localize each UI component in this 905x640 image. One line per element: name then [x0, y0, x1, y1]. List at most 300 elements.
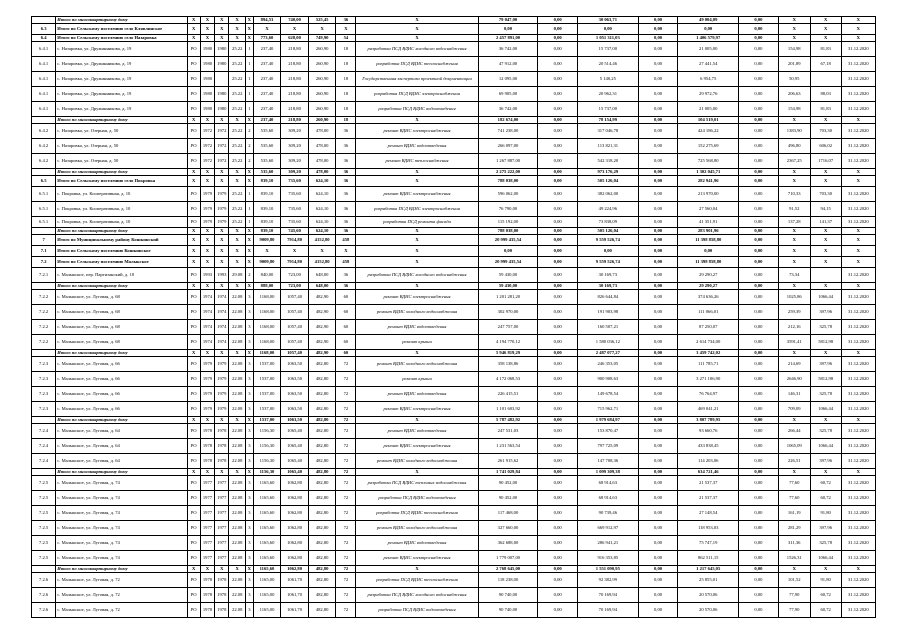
- table-cell: [32, 417, 56, 424]
- table-cell: 1065,40: [281, 424, 309, 439]
- capital-repair-table: [31, 16, 876, 618]
- house-total-row: [32, 228, 876, 235]
- table-cell: 0,00: [538, 217, 578, 228]
- table-cell: 1066,44: [810, 439, 841, 454]
- table-cell: 1979: [215, 217, 229, 228]
- table-cell: РО: [187, 87, 200, 102]
- table-cell: 141,37: [810, 217, 841, 228]
- table-cell: 1978: [215, 588, 229, 603]
- table-cell: 6.3: [32, 24, 56, 35]
- table-cell: X: [187, 566, 200, 573]
- table-cell: 0,00: [739, 154, 779, 169]
- table-cell: РО: [187, 454, 200, 469]
- table-cell: 1979: [200, 372, 214, 387]
- table-cell: 634 721,46: [678, 469, 739, 476]
- table-cell: 482,80: [308, 454, 336, 469]
- table-cell: X: [841, 17, 875, 24]
- table-cell: 482,80: [308, 424, 336, 439]
- table-cell: 25.22: [229, 102, 246, 117]
- table-cell: 218,80: [281, 87, 309, 102]
- table-cell: X: [841, 169, 875, 176]
- house-total-row: [32, 566, 876, 573]
- table-cell: 0,00: [638, 24, 678, 35]
- table-cell: X: [245, 257, 253, 268]
- table-cell: разработка ПСД ВДИС холодного водоснабжения: [356, 42, 478, 57]
- table-cell: X: [336, 24, 356, 35]
- table-cell: 27 560,04: [678, 202, 739, 217]
- table-cell: 31.12.2020: [841, 139, 875, 154]
- table-cell: 0,00: [538, 387, 578, 402]
- table-cell: 31.12.2020: [841, 57, 875, 72]
- table-cell: 1979: [215, 387, 229, 402]
- table-cell: 261 915,62: [478, 454, 538, 469]
- table-cell: 7.2.1: [32, 268, 56, 283]
- table-cell: 309,20: [281, 154, 309, 169]
- table-cell: 25.22: [229, 154, 246, 169]
- table-cell: с. Назаровка, ул. Озерная, д. 50: [56, 154, 187, 169]
- table-cell: 7.2.5: [32, 491, 56, 506]
- table-cell: X: [187, 283, 200, 290]
- table-cell: 482,80: [308, 521, 336, 536]
- table-cell: X: [841, 257, 875, 268]
- table-cell: 735,60: [281, 217, 309, 228]
- table-cell: X: [229, 17, 246, 24]
- table-cell: 0,00: [538, 402, 578, 417]
- table-cell: 0,00: [538, 169, 578, 176]
- table-cell: 3: [245, 335, 253, 350]
- table-cell: 60,72: [810, 491, 841, 506]
- table-cell: 1993: [215, 268, 229, 283]
- table-cell: 0,00: [538, 268, 578, 283]
- table-cell: 1066,44: [810, 402, 841, 417]
- table-cell: 0,00: [739, 139, 779, 154]
- table-cell: 840,00: [253, 268, 281, 283]
- table-cell: 648,00: [308, 283, 336, 290]
- table-cell: X: [810, 35, 841, 42]
- table-cell: X: [215, 228, 229, 235]
- table-cell: 1980: [200, 102, 214, 117]
- table-cell: 302 970,00: [478, 305, 538, 320]
- table-cell: 22.08: [229, 603, 246, 618]
- table-cell: 0,00: [638, 454, 678, 469]
- table-cell: 1 979 684,97: [578, 417, 639, 424]
- table-cell: 77,60: [778, 476, 810, 491]
- table-cell: 114 203,06: [678, 454, 739, 469]
- table-cell: X: [187, 24, 200, 35]
- table-cell: 154,98: [778, 42, 810, 57]
- table-cell: X: [229, 169, 246, 176]
- table-cell: X: [187, 350, 200, 357]
- table-cell: X: [356, 169, 478, 176]
- table-cell: 725 568,80: [678, 154, 739, 169]
- table-cell: ремонт ВДИС холодного водоснабжения: [356, 454, 478, 469]
- table-cell: 0,00: [538, 506, 578, 521]
- table-cell: 72: [336, 417, 356, 424]
- table-cell: 482,80: [308, 439, 336, 454]
- table-cell: 888,00: [253, 283, 281, 290]
- table-cell: 1977: [200, 476, 214, 491]
- table-cell: 1065,40: [281, 469, 309, 476]
- table-cell: 7.2.2: [32, 305, 56, 320]
- table-cell: 3: [245, 603, 253, 618]
- table-cell: 3591,41: [778, 335, 810, 350]
- table-cell: 259,39: [778, 305, 810, 320]
- table-cell: 424 186,22: [678, 124, 739, 139]
- table-cell: 90 740,00: [478, 588, 538, 603]
- table-cell: 0,00: [739, 573, 779, 588]
- table-cell: 0,00: [538, 124, 578, 139]
- table-cell: 9009,80: [253, 257, 281, 268]
- table-cell: 1537,00: [253, 402, 281, 417]
- table-cell: 90 739,46: [578, 506, 639, 521]
- table-cell: РО: [187, 506, 200, 521]
- table-cell: Итого по многоквартирному дому: [56, 566, 187, 573]
- table-cell: 478,00: [308, 154, 336, 169]
- table-cell: 0,00: [678, 24, 739, 35]
- table-cell: 27 441,54: [678, 57, 739, 72]
- table-cell: 25.22: [229, 124, 246, 139]
- table-cell: РО: [187, 335, 200, 350]
- table-cell: X: [810, 566, 841, 573]
- table-cell: 735,60: [281, 187, 309, 202]
- table-cell: X: [253, 24, 281, 35]
- table-cell: 0,00: [638, 17, 678, 24]
- table-row: [32, 72, 876, 87]
- table-row: [32, 506, 876, 521]
- table-cell: X: [778, 24, 810, 35]
- table-cell: 22.08: [229, 476, 246, 491]
- table-cell: 36: [336, 169, 356, 176]
- table-cell: 482,80: [308, 588, 336, 603]
- table-cell: 266,44: [778, 424, 810, 439]
- table-cell: 0,00: [739, 588, 779, 603]
- table-cell: 1168,00: [253, 335, 281, 350]
- table-cell: 0,00: [638, 387, 678, 402]
- table-cell: X: [778, 176, 810, 187]
- table-cell: 7.2.4: [32, 439, 56, 454]
- table-cell: 1974: [215, 335, 229, 350]
- table-cell: 3 271 106,90: [678, 372, 739, 387]
- table-cell: 6.4.1: [32, 102, 56, 117]
- table-cell: с. Назаровка, ул. Дружинникова, д. 19: [56, 87, 187, 102]
- table-cell: X: [810, 17, 841, 24]
- table-cell: разработка ПСД ВДИС водоотведения: [356, 491, 478, 506]
- table-cell: с. Малыкское, ул. Луговая, д. 66: [56, 387, 187, 402]
- table-cell: X: [200, 283, 214, 290]
- table-cell: X: [215, 235, 229, 246]
- table-cell: 218,80: [281, 42, 309, 57]
- table-cell: X: [215, 283, 229, 290]
- table-cell: 1 217 645,05: [678, 566, 739, 573]
- table-cell: Итого по Сельскому поселению село Клявлинское: [56, 24, 187, 35]
- table-cell: 22.08: [229, 372, 246, 387]
- table-cell: с. Назаровка, ул. Озерная, д. 50: [56, 139, 187, 154]
- table-cell: с. Назаровка, ул. Озерная, д. 50: [56, 124, 187, 139]
- table-cell: 1972: [215, 139, 229, 154]
- table-cell: 25.22: [229, 217, 246, 228]
- table-cell: ремонт ВДИС электроснабжения: [356, 290, 478, 305]
- table-cell: 0,00: [478, 24, 538, 35]
- table-cell: 72: [336, 506, 356, 521]
- table-cell: 7914,80: [281, 257, 309, 268]
- table-cell: 0,00: [538, 202, 578, 217]
- table-cell: 482,80: [308, 357, 336, 372]
- table-cell: 1165,60: [253, 506, 281, 521]
- table-cell: 2 768 645,00: [478, 566, 538, 573]
- table-cell: 0,00: [538, 257, 578, 268]
- table-cell: X: [245, 35, 253, 42]
- table-cell: 0,00: [739, 305, 779, 320]
- table-cell: 6.4.1: [32, 72, 56, 87]
- table-cell: 1978: [200, 588, 214, 603]
- table-cell: X: [810, 24, 841, 35]
- table-cell: 505 126,04: [578, 176, 639, 187]
- table-cell: Итого по многоквартирному дому: [56, 283, 187, 290]
- table-cell: 1977: [200, 521, 214, 536]
- table-cell: 4152,80: [308, 257, 336, 268]
- table-cell: 0,00: [739, 235, 779, 246]
- table-cell: ремонт ВДИС электроснабжения: [356, 551, 478, 566]
- table-cell: 0,00: [638, 268, 678, 283]
- table-cell: 1065,40: [281, 439, 309, 454]
- table-cell: 11 398 858,80: [678, 235, 739, 246]
- table-cell: 839,10: [253, 217, 281, 228]
- table-cell: 0,00: [538, 603, 578, 618]
- table-cell: 22.08: [229, 536, 246, 551]
- table-cell: 146,31: [778, 387, 810, 402]
- table-cell: 1: [245, 57, 253, 72]
- table-cell: 72: [336, 402, 356, 417]
- table-cell: РО: [187, 588, 200, 603]
- table-cell: с. Малыкское, ул. Луговая, д. 72: [56, 603, 187, 618]
- table-cell: 703,30: [810, 187, 841, 202]
- table-cell: 1978: [215, 603, 229, 618]
- table-cell: 535,60: [253, 169, 281, 176]
- table-cell: Итого по Сельскому поселению Кошкинское: [56, 246, 187, 257]
- table-cell: 31.12.2020: [841, 476, 875, 491]
- table-cell: 6.4.2: [32, 154, 56, 169]
- table-cell: с. Малыкское, ул. Луговая, д. 74: [56, 476, 187, 491]
- table-cell: 0,00: [739, 417, 779, 424]
- table-row: [32, 87, 876, 102]
- table-cell: с. Назаровка, ул. Дружинникова, д. 19: [56, 57, 187, 72]
- table-cell: разработка ПСД ВДИС теплоснабжения: [356, 573, 478, 588]
- settlement-total-row: [32, 24, 876, 35]
- table-cell: X: [778, 350, 810, 357]
- table-cell: X: [200, 24, 214, 35]
- table-cell: 0,00: [739, 283, 779, 290]
- table-cell: 22.08: [229, 290, 246, 305]
- table-cell: 73,34: [778, 268, 810, 283]
- table-cell: 68 914,63: [578, 491, 639, 506]
- table-cell: X: [356, 283, 478, 290]
- table-cell: 900 908,63: [578, 372, 639, 387]
- table-cell: 30 063,71: [578, 17, 639, 24]
- table-cell: X: [215, 35, 229, 42]
- table-cell: 325,78: [810, 320, 841, 335]
- table-cell: 118 238,00: [478, 573, 538, 588]
- table-cell: разработка ПСД ВДИС холодного водоснабжения: [356, 588, 478, 603]
- table-cell: 3: [245, 320, 253, 335]
- table-cell: 0,00: [638, 424, 678, 439]
- table-cell: X: [810, 350, 841, 357]
- table-cell: с. Малыкское, ул. Луговая, д. 64: [56, 424, 187, 439]
- table-cell: 362 688,00: [478, 536, 538, 551]
- table-cell: 18: [336, 42, 356, 57]
- table-cell: 0,00: [538, 87, 578, 102]
- table-cell: 59 430,00: [478, 283, 538, 290]
- table-cell: 0,00: [638, 588, 678, 603]
- table-cell: ремонт ВДИС водоотведения: [356, 320, 478, 335]
- table-cell: X: [810, 176, 841, 187]
- table-cell: 1168,00: [253, 290, 281, 305]
- table-cell: 535,60: [253, 139, 281, 154]
- table-cell: X: [200, 257, 214, 268]
- table-cell: 113 821,31: [578, 139, 639, 154]
- table-cell: X: [187, 469, 200, 476]
- table-cell: 25.22: [229, 187, 246, 202]
- table-cell: 1 051 311,03: [578, 35, 639, 42]
- table-cell: 7.2.5: [32, 476, 56, 491]
- table-cell: 31.12.2020: [841, 424, 875, 439]
- table-cell: X: [200, 176, 214, 187]
- table-cell: 1063,50: [281, 402, 309, 417]
- table-cell: 6.4.1: [32, 57, 56, 72]
- table-cell: 1062,80: [281, 476, 309, 491]
- table-cell: РО: [187, 476, 200, 491]
- table-cell: 3: [245, 476, 253, 491]
- table-cell: 894,53: [253, 17, 281, 24]
- table-cell: 0,00: [538, 72, 578, 87]
- table-cell: 18: [336, 57, 356, 72]
- table-cell: 31.12.2020: [841, 268, 875, 283]
- table-cell: X: [200, 246, 214, 257]
- table-cell: 25.22: [229, 57, 246, 72]
- table-cell: X: [229, 24, 246, 35]
- table-cell: 0,00: [538, 235, 578, 246]
- table-cell: 59 430,00: [478, 268, 538, 283]
- table-cell: X: [229, 117, 246, 124]
- table-cell: X: [778, 257, 810, 268]
- table-cell: 1156,30: [253, 469, 281, 476]
- table-cell: 49 224,96: [578, 202, 639, 217]
- table-cell: 72: [336, 566, 356, 573]
- table-cell: 1156,30: [253, 439, 281, 454]
- table-cell: 624,10: [308, 217, 336, 228]
- table-cell: X: [245, 469, 253, 476]
- table-row: [32, 139, 876, 154]
- table-cell: X: [245, 17, 253, 24]
- table-cell: 0,00: [638, 603, 678, 618]
- house-total-row: [32, 283, 876, 290]
- table-cell: 458: [336, 235, 356, 246]
- table-cell: 72: [336, 588, 356, 603]
- table-cell: 60: [336, 305, 356, 320]
- table-cell: X: [841, 117, 875, 124]
- table-cell: 0,00: [638, 124, 678, 139]
- table-cell: 31.12.2020: [841, 387, 875, 402]
- table-cell: 624,10: [308, 176, 336, 187]
- table-cell: 20 962,31: [578, 87, 639, 102]
- table-cell: 1057,40: [281, 320, 309, 335]
- table-cell: 6.4.2: [32, 124, 56, 139]
- table-cell: X: [778, 469, 810, 476]
- table-cell: 3: [245, 305, 253, 320]
- table-cell: 90 740,00: [478, 603, 538, 618]
- table-cell: 0,00: [538, 290, 578, 305]
- table-row: [32, 536, 876, 551]
- table-cell: 0,00: [638, 290, 678, 305]
- table-cell: X: [229, 235, 246, 246]
- table-cell: 1978: [215, 454, 229, 469]
- table-cell: 25.22: [229, 87, 246, 102]
- table-cell: 93 660,76: [678, 424, 739, 439]
- table-cell: 22.08: [229, 387, 246, 402]
- table-cell: 325,78: [810, 536, 841, 551]
- table-cell: 91,80: [810, 506, 841, 521]
- table-cell: 6.4.2: [32, 139, 56, 154]
- table-cell: X: [356, 350, 478, 357]
- settlement-total-row: [32, 176, 876, 187]
- table-cell: 20 570,06: [678, 588, 739, 603]
- table-cell: X: [810, 117, 841, 124]
- table-cell: 1979: [215, 202, 229, 217]
- table-cell: 669 912,97: [578, 521, 639, 536]
- table-cell: РО: [187, 102, 200, 117]
- table-cell: 3: [245, 506, 253, 521]
- table-cell: РО: [187, 57, 200, 72]
- table-cell: Итого по многоквартирному дому: [56, 417, 187, 424]
- table-cell: 482,80: [308, 603, 336, 618]
- table-cell: X: [229, 257, 246, 268]
- table-cell: X: [810, 417, 841, 424]
- table-cell: 1 741 029,84: [478, 469, 538, 476]
- table-cell: 0,00: [638, 139, 678, 154]
- table-cell: 1979: [215, 402, 229, 417]
- table-cell: 535,60: [253, 154, 281, 169]
- table-cell: 201,89: [778, 57, 810, 72]
- table-cell: 0,00: [739, 521, 779, 536]
- table-cell: 81,83: [810, 102, 841, 117]
- table-cell: 1061,70: [281, 603, 309, 618]
- table-cell: 478,00: [308, 139, 336, 154]
- table-cell: ремонт ВДИС электроснабжения: [356, 402, 478, 417]
- table-cell: 60,72: [810, 476, 841, 491]
- table-cell: 648,00: [308, 268, 336, 283]
- table-cell: РО: [187, 290, 200, 305]
- table-cell: 0,00: [739, 57, 779, 72]
- table-cell: X: [187, 35, 200, 42]
- table-cell: 25.22: [229, 72, 246, 87]
- table-cell: 79 047,00: [478, 17, 538, 24]
- table-cell: 0,00: [538, 154, 578, 169]
- table-cell: 90 452,00: [478, 491, 538, 506]
- table-cell: X: [778, 35, 810, 42]
- table-cell: 839,10: [253, 202, 281, 217]
- table-cell: 7.2.6: [32, 573, 56, 588]
- table-cell: 505 126,04: [578, 228, 639, 235]
- table-cell: 628,00: [281, 35, 309, 42]
- table-cell: 7.1: [32, 246, 56, 257]
- table-cell: X: [229, 469, 246, 476]
- table-cell: 1977: [215, 476, 229, 491]
- table-cell: ремонт ВДИС водоотведения: [356, 139, 478, 154]
- table-cell: 1978: [215, 439, 229, 454]
- table-cell: 206,63: [778, 87, 810, 102]
- settlement-total-row: [32, 235, 876, 246]
- table-cell: 1062,80: [281, 551, 309, 566]
- table-cell: 0,00: [538, 187, 578, 202]
